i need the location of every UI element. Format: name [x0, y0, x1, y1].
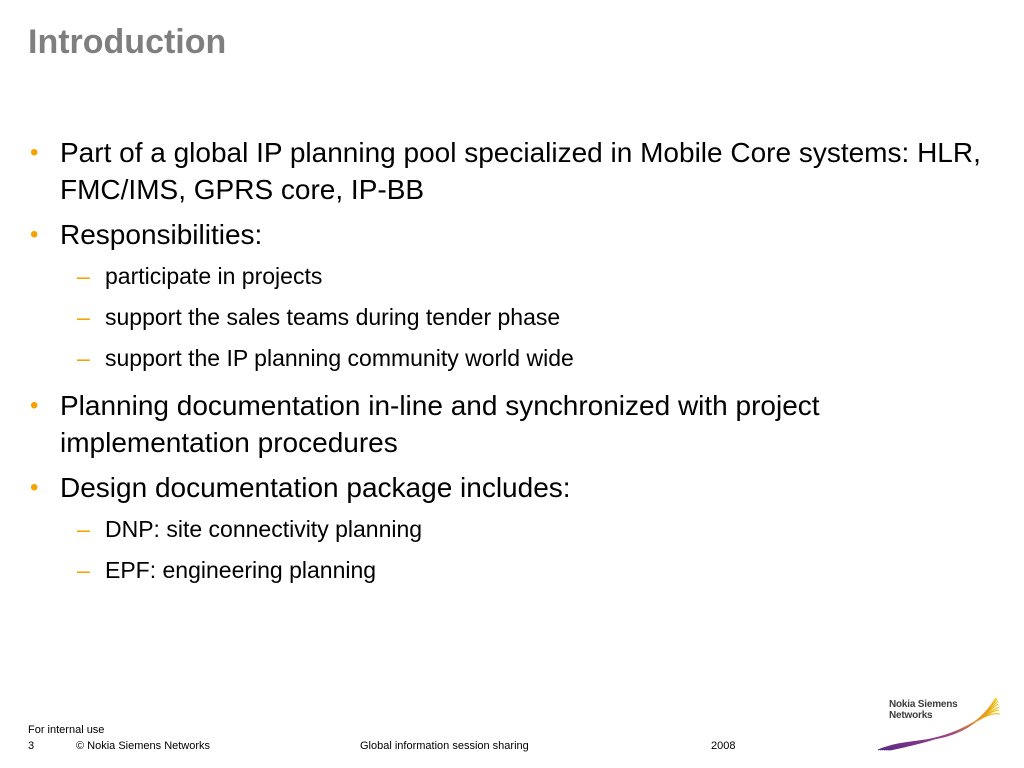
logo-line-2: Networks [889, 710, 933, 721]
bullet-item [30, 387, 1005, 461]
sub-bullet-text: participate in projects [105, 263, 323, 289]
bullet-text: Planning documentation in-line and synchronized with project implementation procedures [60, 390, 820, 458]
bullet-text: Design documentation package includes: [60, 472, 571, 503]
nsn-wave-logo-icon [872, 696, 1002, 752]
slide-title: Introduction [28, 23, 227, 61]
dash-icon: – [77, 304, 90, 330]
bullet-item [30, 216, 1005, 253]
sub-bullet-text: support the IP planning community world wide [105, 345, 574, 371]
bullet-dot-icon: • [30, 474, 39, 501]
sub-bullet-text: support the sales teams during tender phase [105, 304, 561, 330]
bullet-item [30, 134, 1005, 208]
nsn-logo [872, 696, 1002, 752]
footer-copyright: © Nokia Siemens Networks [76, 740, 211, 752]
sub-bullet-text: DNP: site connectivity planning [105, 516, 423, 542]
footer-year: 2008 [711, 740, 736, 752]
logo-line-1: Nokia Siemens [889, 699, 958, 710]
bullet-text: Part of a global IP planning pool specialized in Mobile Core systems: HLR, FMC/IMS, GPRS core, IP-BB [60, 137, 981, 205]
sub-bullet-item [30, 302, 1005, 332]
dash-icon: – [77, 263, 90, 289]
bullet-dot-icon: • [30, 139, 39, 166]
bullet-item [30, 469, 1005, 506]
footer-presentation-title: Global information session sharing [360, 740, 529, 752]
footer-page-number: 3 [28, 740, 35, 752]
sub-bullet-item [30, 261, 1005, 291]
footer-classification: For internal use [28, 724, 105, 736]
sub-bullet-text: EPF: engineering planning [105, 557, 377, 583]
bullet-dot-icon: • [30, 221, 39, 248]
bullet-dot-icon: • [30, 392, 39, 419]
dash-icon: – [77, 557, 90, 583]
dash-icon: – [77, 345, 90, 371]
bullet-text: Responsibilities: [60, 219, 263, 250]
sub-bullet-item [30, 343, 1005, 373]
sub-bullet-item [30, 555, 1005, 585]
dash-icon: – [77, 516, 90, 542]
slide-body [30, 134, 1005, 596]
sub-bullet-item [30, 514, 1005, 544]
